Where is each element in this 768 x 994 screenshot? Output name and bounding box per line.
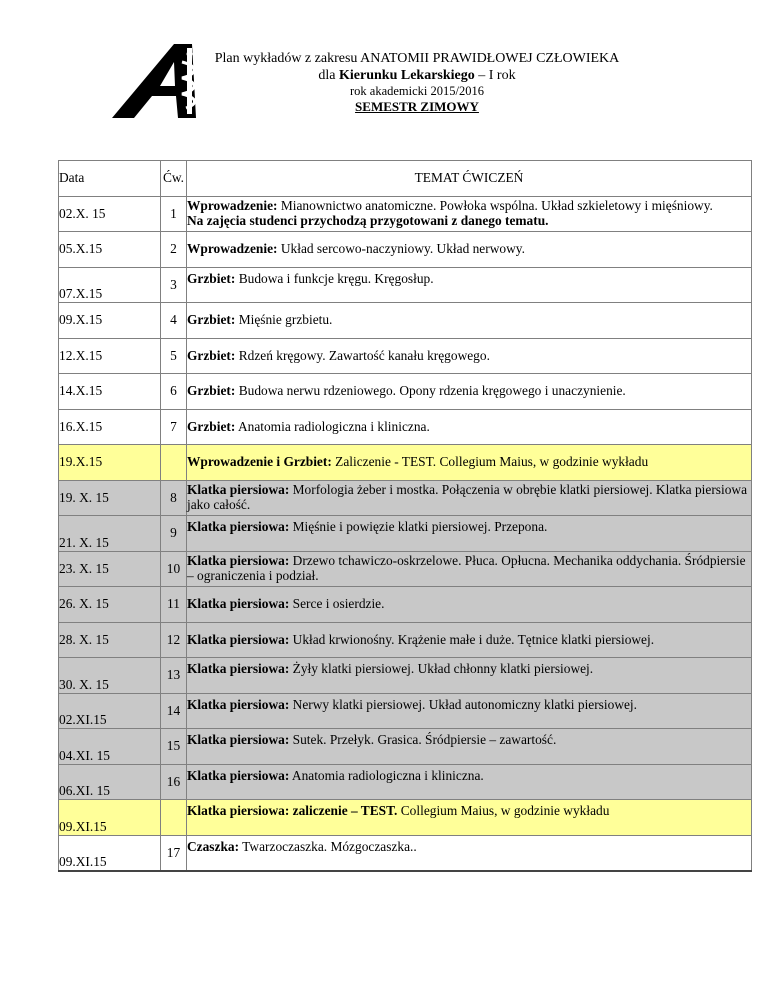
topic-section-label: Wprowadzenie: — [187, 198, 278, 214]
row-date: 26. X. 15 — [59, 587, 161, 623]
row-topic — [187, 764, 752, 800]
row-exercise-number: 11 — [161, 587, 187, 623]
row-date: 19. X. 15 — [59, 480, 161, 516]
topic-section-label: Klatka piersiowa: — [187, 767, 290, 783]
row-topic — [187, 800, 752, 836]
topic-text: Rdzeń kręgowy. Zawartość kanału kręgowego. — [235, 347, 490, 363]
row-exercise-number: 7 — [161, 409, 187, 445]
row-date: 16.X.15 — [59, 409, 161, 445]
table-row — [59, 800, 752, 836]
row-exercise-number: 14 — [161, 693, 187, 729]
row-exercise-number: 8 — [161, 480, 187, 516]
topic-text: Collegium Maius, w godzinie wykładu — [397, 803, 610, 818]
topic-text: Zaliczenie - TEST. Collegium Maius, w godzinie wykładu — [331, 454, 649, 470]
table-row — [59, 445, 752, 481]
row-date: 19.X.15 — [59, 445, 161, 481]
row-date: 07.X.15 — [59, 267, 161, 303]
topic-text: Twarzoczaszka. Mózgoczaszka.. — [239, 838, 417, 854]
column-header-date: Data — [59, 161, 161, 197]
header-semester: SEMESTR ZIMOWY — [355, 99, 479, 115]
topic-section-label: Klatka piersiowa: — [187, 553, 290, 569]
table-row — [59, 338, 752, 374]
header-academic-year: rok akademicki 2015/2016 — [350, 84, 484, 99]
row-exercise-number: 2 — [161, 232, 187, 268]
row-exercise-number: 6 — [161, 374, 187, 410]
schedule-table — [58, 160, 752, 872]
topic-section-label: Klatka piersiowa: zaliczenie – TEST. — [187, 803, 398, 818]
topic-section-label: Wprowadzenie i Grzbiet: — [187, 454, 332, 470]
topic-text: Mięśnie grzbietu. — [235, 312, 333, 328]
row-date: 02.X. 15 — [59, 196, 161, 232]
row-topic — [187, 409, 752, 445]
row-topic — [187, 232, 752, 268]
table-row — [59, 374, 752, 410]
topic-text: Mięśnie i powięzie klatki piersiowej. Przepona. — [289, 519, 548, 534]
topic-section-label: Klatka piersiowa: — [187, 519, 290, 534]
topic-text: Układ krwionośny. Krążenie małe i duże. Tętnice klatki piersiowej. — [289, 631, 655, 647]
row-exercise-number: 1 — [161, 196, 187, 232]
row-date: 09.X.15 — [59, 303, 161, 339]
row-date: 14.X.15 — [59, 374, 161, 410]
row-topic — [187, 338, 752, 374]
row-topic — [187, 835, 752, 871]
topic-section-label: Klatka piersiowa: — [187, 596, 290, 612]
row-topic — [187, 729, 752, 765]
topic-text: Serce i osierdzie. — [289, 596, 385, 612]
row-topic — [187, 516, 752, 552]
table-row — [59, 232, 752, 268]
table-row — [59, 835, 752, 871]
row-topic — [187, 587, 752, 623]
document-header — [200, 50, 634, 115]
row-exercise-number: 5 — [161, 338, 187, 374]
topic-text: Budowa nerwu rdzeniowego. Opony rdzenia kręgowego i unaczynienie. — [235, 383, 626, 399]
row-topic — [187, 445, 752, 481]
row-topic — [187, 196, 752, 232]
topic-section-label: Klatka piersiowa: — [187, 661, 290, 676]
header-title: Plan wykładów z zakresu ANATOMII PRAWIDŁOWEJ CZŁOWIEKA — [214, 51, 620, 66]
row-exercise-number: 17 — [161, 835, 187, 871]
row-exercise-number: 13 — [161, 658, 187, 694]
row-exercise-number: 9 — [161, 516, 187, 552]
topic-section-label: Grzbiet: — [187, 347, 236, 363]
row-date: 21. X. 15 — [59, 516, 161, 552]
topic-section-label: Klatka piersiowa: — [187, 732, 290, 747]
topic-section-label: Klatka piersiowa: — [187, 631, 290, 647]
row-date: 05.X.15 — [59, 232, 161, 268]
row-exercise-number: 10 — [161, 551, 187, 587]
topic-text: Żyły klatki piersiowej. Układ chłonny klatki piersiowej. — [289, 661, 594, 676]
row-date: 30. X. 15 — [59, 658, 161, 694]
table-row — [59, 729, 752, 765]
table-row — [59, 516, 752, 552]
row-date: 04.XI. 15 — [59, 729, 161, 765]
row-topic — [187, 303, 752, 339]
row-date: 09.XI.15 — [59, 800, 161, 836]
table-header-row — [59, 161, 752, 197]
column-header-cw: Ćw. — [161, 161, 187, 197]
table-row — [59, 587, 752, 623]
row-date: 12.X.15 — [59, 338, 161, 374]
table-row — [59, 764, 752, 800]
table-row — [59, 622, 752, 658]
row-topic — [187, 374, 752, 410]
column-header-topic: TEMAT ĆWICZEŃ — [187, 161, 752, 197]
topic-text: Anatomia radiologiczna i kliniczna. — [235, 418, 430, 434]
table-row — [59, 480, 752, 516]
topic-section-label: Grzbiet: — [187, 312, 236, 328]
topic-section-label: Klatka piersiowa: — [187, 482, 290, 498]
table-row — [59, 693, 752, 729]
row-exercise-number: 16 — [161, 764, 187, 800]
row-exercise-number: 3 — [161, 267, 187, 303]
row-date: 06.XI. 15 — [59, 764, 161, 800]
row-date: 28. X. 15 — [59, 622, 161, 658]
topic-text: Mianownictwo anatomiczne. Powłoka wspólna. Układ szkieletowy i mięśniowy. — [277, 198, 713, 214]
topic-section-label: Grzbiet: — [187, 270, 236, 286]
topic-text: Sutek. Przełyk. Grasica. Śródpiersie – zawartość. — [289, 732, 557, 747]
topic-text: Budowa i funkcje kręgu. Kręgosłup. — [235, 270, 434, 286]
topic-text: Drzewo tchawiczo-oskrzelowe. Płuca. Opłucna. Mechanika oddychania. Śródpiersie – ograniczenia i podział. — [187, 553, 746, 583]
topic-section-label: Klatka piersiowa: — [187, 696, 290, 712]
row-date: 23. X. 15 — [59, 551, 161, 587]
row-exercise-number: 4 — [161, 303, 187, 339]
topic-text: Układ sercowo-naczyniowy. Układ nerwowy. — [277, 241, 525, 257]
row-date: 09.XI.15 — [59, 835, 161, 871]
row-topic — [187, 693, 752, 729]
row-topic — [187, 551, 752, 587]
topic-section-label: Wprowadzenie: — [187, 241, 278, 257]
topic-text: Anatomia radiologiczna i kliniczna. — [289, 767, 484, 783]
table-row — [59, 409, 752, 445]
row-topic — [187, 622, 752, 658]
header-faculty: dla Kierunku Lekarskiego – I rok — [318, 68, 516, 84]
table-row — [59, 267, 752, 303]
table-row — [59, 303, 752, 339]
topic-section-label: Grzbiet: — [187, 383, 236, 399]
topic-text: Nerwy klatki piersiowej. Układ autonomiczny klatki piersiowej. — [289, 696, 637, 712]
row-topic — [187, 480, 752, 516]
table-row — [59, 551, 752, 587]
row-topic — [187, 658, 752, 694]
table-row — [59, 196, 752, 232]
topic-text: Morfologia żeber i mostka. Połączenia w obrębie klatki piersiowej. Klatka piersiowa jako całość. — [187, 482, 748, 512]
row-exercise-number — [161, 445, 187, 481]
table-row — [59, 658, 752, 694]
row-date: 02.XI.15 — [59, 693, 161, 729]
topic-note: Na zajęcia studenci przychodzą przygotowani z danego tematu. — [187, 212, 549, 228]
row-exercise-number: 15 — [161, 729, 187, 765]
row-exercise-number — [161, 800, 187, 836]
row-topic — [187, 267, 752, 303]
topic-section-label: Grzbiet: — [187, 418, 236, 434]
row-exercise-number: 12 — [161, 622, 187, 658]
topic-section-label: Czaszka: — [187, 838, 240, 854]
